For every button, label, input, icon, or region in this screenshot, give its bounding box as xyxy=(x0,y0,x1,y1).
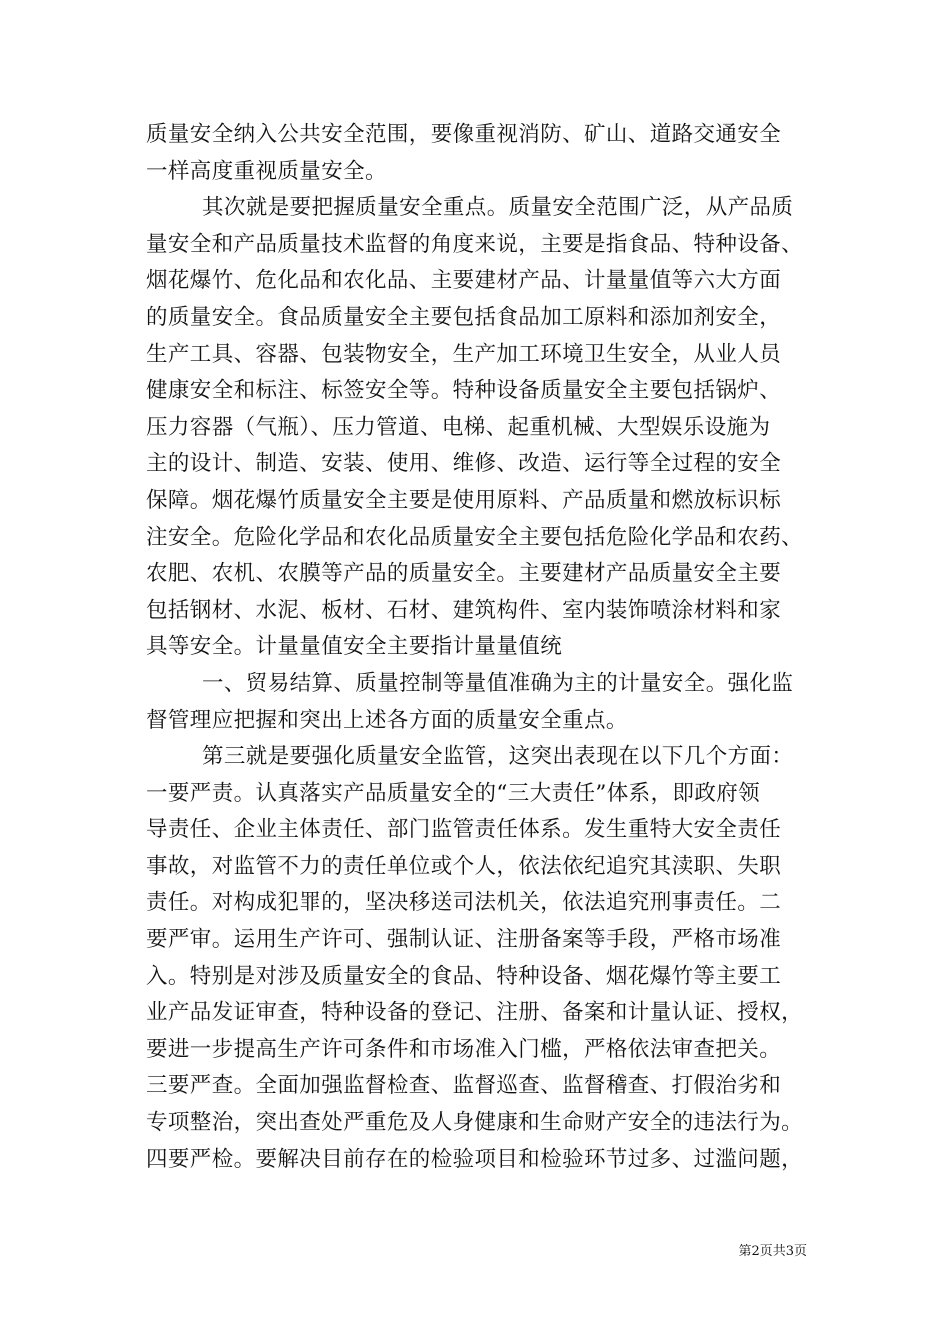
paragraph-start-line: 第三就是要强化质量安全监管，这突出表现在以下几个方面： xyxy=(202,744,794,770)
text-line: 导责任、企业主体责任、部门监管责任体系。发生重特大安全责任 xyxy=(146,817,782,843)
text-line: 一样高度重视质量安全。 xyxy=(146,158,387,184)
text-line: 保障。烟花爆竹质量安全主要是使用原料、产品质量和燃放标识标 xyxy=(146,487,782,513)
text-line: 要进一步提高生产许可条件和市场准入门槛，严格依法审查把关。 xyxy=(146,1036,782,1062)
text-line: 质量安全纳入公共安全范围，要像重视消防、矿山、道路交通安全 xyxy=(146,122,782,147)
paragraph-start-line: 一、贸易结算、质量控制等量值准确为主的计量安全。强化监 xyxy=(202,670,794,696)
text-line: 具等安全。计量量值安全主要指计量量值统 xyxy=(146,634,563,660)
text-line: 责任。对构成犯罪的，坚决移送司法机关，依法追究刑事责任。二 xyxy=(146,890,782,916)
text-line: 压力容器（气瓶）、压力管道、电梯、起重机械、大型娱乐设施为 xyxy=(146,414,771,440)
text-line: 健康安全和标注、标签安全等。特种设备质量安全主要包括锅炉、 xyxy=(146,378,782,404)
text-line: 注安全。危险化学品和农化品质量安全主要包括危险化学品和农药、 xyxy=(146,524,804,550)
document-body xyxy=(146,117,810,1178)
text-line: 要严审。运用生产许可、强制认证、注册备案等手段，严格市场准 xyxy=(146,927,782,953)
text-line: 督管理应把握和突出上述各方面的质量安全重点。 xyxy=(146,707,628,733)
text-line: 事故，对监管不力的责任单位或个人，依法依纪追究其渎职、失职 xyxy=(146,853,782,879)
text-line: 的质量安全。食品质量安全主要包括食品加工原料和添加剂安全， xyxy=(146,304,782,330)
text-line: 一要严责。认真落实产品质量安全的“三大责任”体系，即政府领 xyxy=(146,780,761,806)
text-line: 包括钢材、水泥、板材、石材、建筑构件、室内装饰喷涂材料和家 xyxy=(146,597,782,623)
paragraph-start-line: 其次就是要把握质量安全重点。质量安全范围广泛，从产品质 xyxy=(202,195,794,221)
text-line: 烟花爆竹、危化品和农化品、主要建材产品、计量量值等六大方面 xyxy=(146,268,782,294)
text-line: 生产工具、容器、包装物安全，生产加工环境卫生安全，从业人员 xyxy=(146,341,782,367)
text-line: 四要严检。要解决目前存在的检验项目和检验环节过多、过滥问题， xyxy=(146,1146,804,1172)
text-line: 量安全和产品质量技术监督的角度来说，主要是指食品、特种设备、 xyxy=(146,231,804,257)
text-line: 入。特别是对涉及质量安全的食品、特种设备、烟花爆竹等主要工 xyxy=(146,963,782,989)
text-line: 主的设计、制造、安装、使用、维修、改造、运行等全过程的安全 xyxy=(146,451,782,477)
text-line: 业产品发证审查，特种设备的登记、注册、备案和计量认证、授权， xyxy=(146,1000,804,1026)
text-line: 农肥、农机、农膜等产品的质量安全。主要建材产品质量安全主要 xyxy=(146,561,782,587)
page-number: 第2页共3页 xyxy=(738,1244,807,1259)
text-line: 专项整治，突出查处严重危及人身健康和生命财产安全的违法行为。 xyxy=(146,1110,804,1136)
text-line: 三要严查。全面加强监督检查、监督巡查、监督稽查、打假治劣和 xyxy=(146,1073,782,1099)
